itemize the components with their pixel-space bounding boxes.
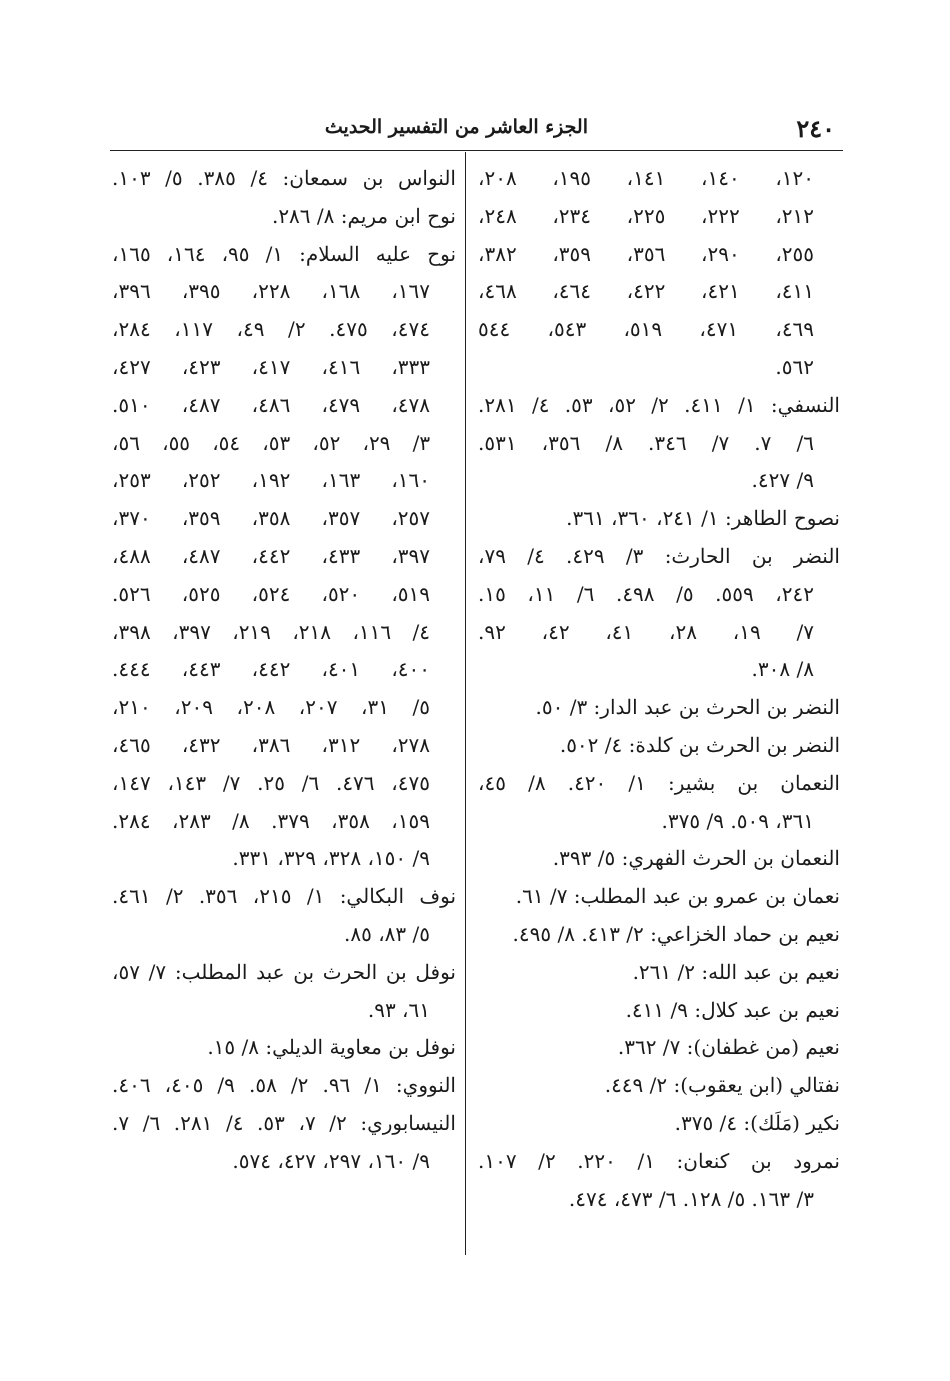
index-entry-continuation: ٤٧٨، ٤٧٩، ٤٨٦، ٤٨٧، ٥١٠. [112,392,431,417]
index-entry-continuation: ٣/ ١٦٣. ٥/ ١٢٨. ٦/ ٤٧٣، ٤٧٤. [568,1186,814,1211]
index-column-left [112,160,456,1181]
index-entry: نكير (مَلَك): ٤/ ٣٧٥. [674,1110,840,1135]
index-entry-continuation: ٥١٩، ٥٢٠، ٥٢٤، ٥٢٥، ٥٢٦. [112,581,431,606]
header-rule [110,150,843,151]
index-entry-continuation: ٩/ ١٦٠، ٢٩٧، ٤٢٧، ٥٧٤. [232,1148,430,1173]
index-entry: نمرود بن كنعان: ١/ ٢٢٠. ٢/ ١٠٧. [478,1148,840,1173]
index-entry: النسفي: ١/ ٤١١. ٢/ ٥٢، ٥٣. ٤/ ٢٨١. [478,392,840,417]
index-entry-continuation: ١٢٠، ١٤٠، ١٤١، ١٩٥، ٢٠٨، [478,166,815,190]
index-entry: نوف البكالي: ١/ ٢١٥، ٣٥٦. ٢/ ٤٦١. [112,884,456,909]
index-entry: نوح عليه السلام: ١/ ٩٥، ١٦٤، ١٦٥، [112,241,456,266]
index-entry-continuation: ٧/ ١٩، ٢٨، ٤١، ٤٢، ٩٢. [478,619,814,644]
index-entry: النضر بن الحرث بن كلدة: ٤/ ٥٠٢. [559,732,840,757]
index-entry: نعمان بن عمرو بن عبد المطلب: ٧/ ٦١. [515,884,840,909]
index-entry-continuation: ٤١١، ٤٢١، ٤٢٢، ٤٦٤، ٤٦٨، [478,279,815,304]
index-entry: النضر بن الحارث: ٣/ ٤٢٩. ٤/ ٧٩، [478,543,840,568]
index-entry-continuation: ٤٧٤، ٤٧٥. ٢/ ٤٩، ١١٧، ٢٨٤، [112,317,430,342]
index-entry-continuation: ١٦٧، ١٦٨، ٢٢٨، ٣٩٥، ٣٩٦، [112,279,431,304]
index-entry: نعيم بن حماد الخزاعي: ٢/ ٤١٣. ٨/ ٤٩٥. [512,921,840,946]
column-divider [465,152,466,1255]
index-entry-continuation: ٢٥٧، ٣٥٧، ٣٥٨، ٣٥٩، ٣٧٠، [112,506,431,531]
index-entry: نوفل بن معاوية الديلي: ٨/ ١٥. [207,1035,456,1060]
index-entry-continuation: ٥/ ٨٣، ٨٥. [344,921,430,946]
index-entry: نعيم بن عبد الله: ٢/ ٢٦١. [632,959,840,984]
index-entry-continuation: ٢٧٨، ٣١٢، ٣٨٦، ٤٣٢، ٤٦٥، [112,732,431,757]
index-entry-continuation: ٣/ ٢٩، ٥٢، ٥٣، ٥٤، ٥٥، ٥٦، [112,430,431,455]
index-entry-continuation: ٤٦٩، ٤٧١، ٥١٩، ٥٤٣، ٥٤٤ [478,317,815,342]
index-entry: النعمان بن بشير: ١/ ٤٢٠. ٨/ ٤٥، [478,770,840,795]
index-entry: نوفل بن الحرث بن عبد المطلب: ٧/ ٥٧، [112,959,456,984]
page-number: ٢٤٠ [796,114,835,143]
index-entry-continuation: ٨/ ٣٠٨. [751,657,814,682]
page-header [110,108,843,150]
index-entry: النيسابوري: ٢/ ٧، ٥٣. ٤/ ٢٨١. ٦/ ٧. [112,1110,456,1135]
index-entry-continuation: ١٦٠، ١٦٣، ١٩٢، ٢٥٢، ٢٥٣، [112,468,431,493]
index-entry-continuation: ١٥٩، ٣٥٨، ٣٧٩. ٨/ ٢٨٣، ٢٨٤. [112,808,430,833]
index-column-right [478,160,840,1218]
index-entry-continuation: ٩/ ١٥٠، ٣٢٨، ٣٢٩، ٣٣١. [232,846,430,871]
index-entry: النووي: ١/ ٩٦. ٢/ ٥٨. ٩/ ٤٠٥، ٤٠٦. [112,1073,456,1098]
index-entry-continuation: ٤٧٥، ٤٧٦. ٦/ ٢٥. ٧/ ١٤٣، ١٤٧، [112,770,430,795]
index-entry-continuation: ٢١٢، ٢٢٢، ٢٢٥، ٢٣٤، ٢٤٨، [478,203,815,228]
index-entry: نفتالي (ابن يعقوب): ٢/ ٤٤٩. [604,1073,840,1098]
index-entry-continuation: ٣٣٣، ٤١٦، ٤١٧، ٤٢٣، ٤٢٧، [112,354,431,379]
index-entry: نعيم (من غطفان): ٧/ ٣٦٢. [617,1035,840,1060]
index-entry-continuation: ٩/ ٤٢٧. [751,468,814,493]
index-entry: نوح ابن مريم: ٨/ ٢٨٦. [271,203,456,228]
running-title: الجزء العاشر من التفسير الحديث [324,116,588,138]
index-entry-continuation: ٥/ ٣١، ٢٠٧، ٢٠٨، ٢٠٩، ٢١٠، [112,695,430,720]
index-entry-continuation: ٦١، ٩٣. [367,997,430,1022]
index-entry: النضر بن الحرث بن عبد الدار: ٣/ ٥٠. [535,695,840,720]
index-entry-continuation: ٣٦١، ٥٠٩. ٩/ ٣٧٥. [661,808,814,833]
index-entry-continuation: ٤/ ١١٦، ٢١٨، ٢١٩، ٣٩٧، ٣٩٨، [112,619,431,644]
index-entry-continuation: ٦/ ٧. ٧/ ٣٤٦. ٨/ ٣٥٦، ٥٣١. [478,430,814,455]
index-entry-continuation: ٣٩٧، ٤٣٣، ٤٤٢، ٤٨٧، ٤٨٨، [112,543,431,568]
index-entry-continuation: ٢٤٢، ٥٥٩. ٥/ ٤٩٨. ٦/ ١١، ١٥. [478,581,814,606]
index-entry: نعيم بن عبد كلال: ٩/ ٤١١. [625,997,840,1022]
index-entry: نصوح الطاهر: ١/ ٢٤١، ٣٦٠، ٣٦١. [566,506,840,531]
index-entry-continuation: ٥٦٢. [775,354,814,379]
index-entry: النواس بن سمعان: ٤/ ٣٨٥. ٥/ ١٠٣. [112,166,456,190]
index-entry: النعمان بن الحرث الفهري: ٥/ ٣٩٣. [552,846,840,871]
index-entry-continuation: ٤٠٠، ٤٠١، ٤٤٢، ٤٤٣، ٤٤٤. [112,657,431,682]
index-entry-continuation: ٢٥٥، ٢٩٠، ٣٥٦، ٣٥٩، ٣٨٢، [478,241,815,266]
